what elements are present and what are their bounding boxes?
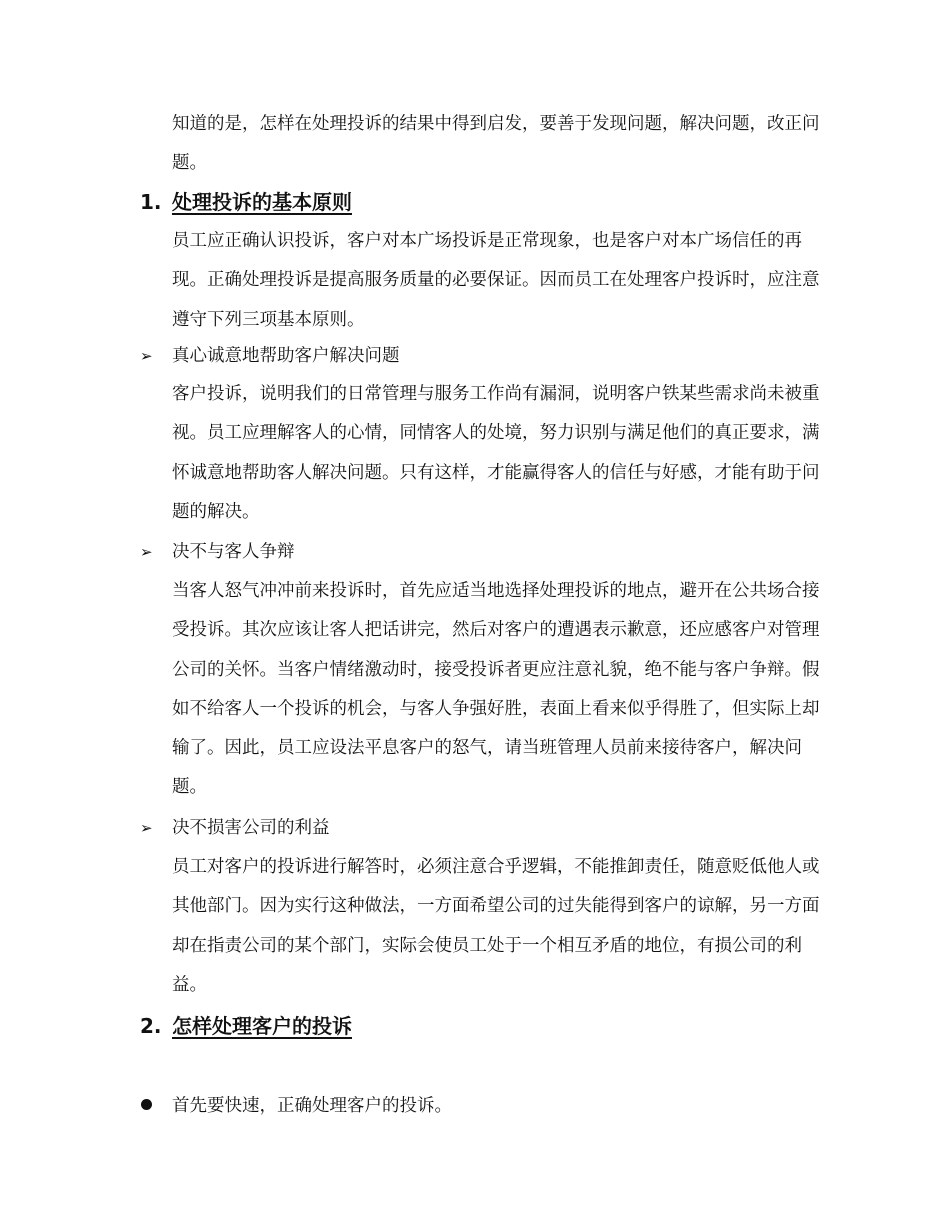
section-1-heading	[140, 188, 352, 216]
intro-paragraph: 知道的是，怎样在处理投诉的结果中得到启发，要善于发现问题，解决问题，改正问题。	[172, 114, 820, 174]
arrowhead-bullet-icon: ➢	[140, 543, 153, 561]
section-2-number: 2.	[140, 1014, 162, 1038]
principle-1-title: 真心诚意地帮助客户解决问题	[172, 346, 400, 366]
principle-3-title: 决不损害公司的利益	[172, 818, 330, 838]
principle-1-body: 客户投诉，说明我们的日常管理与服务工作尚有漏洞，说明客户铁某些需求尚未被重视。员工应理解客人的心情，同情客人的处境，努力识别与满足他们的真正要求，满怀诚意地帮助客人解决问题。只有这样，才能赢得客人的信任与好感，才能有助于问题的解决。	[172, 384, 820, 522]
section-2-item-1	[140, 1092, 452, 1120]
principle-1-bullet	[140, 342, 400, 370]
arrowhead-bullet-icon: ➢	[140, 819, 153, 837]
principle-3-bullet	[140, 814, 330, 842]
section-2-item-1-text: 首先要快速，正确处理客户的投诉。	[172, 1096, 452, 1116]
section-2-heading	[140, 1012, 352, 1040]
section-1-intro-paragraph: 员工应正确认识投诉，客户对本广场投诉是正常现象，也是客户对本广场信任的再现。正确处理投诉是提高服务质量的必要保证。因而员工在处理客户投诉时，应注意遵守下列三项基本原则。	[172, 231, 820, 330]
principle-2-title: 决不与客人争辩	[172, 542, 295, 562]
principle-2-body: 当客人怒气冲冲前来投诉时，首先应适当地选择处理投诉的地点，避开在公共场合接受投诉。其次应该让客人把话讲完，然后对客户的遭遇表示歉意，还应感客户对管理公司的关怀。当客户情绪激动时，接受投诉者更应注意礼貌，绝不能与客户争辩。假如不给客人一个投诉的机会，与客人争强好胜，表面上看来似乎得胜了，但实际上却输了。因此，员工应设法平息客户的怒气，请当班管理人员前来接待客户，解决问题。	[172, 581, 820, 798]
section-2-title: 怎样处理客户的投诉	[172, 1014, 352, 1038]
section-1-number: 1.	[140, 190, 162, 214]
principle-2-bullet	[140, 538, 295, 566]
principle-3-body: 员工对客户的投诉进行解答时，必须注意合乎逻辑，不能推卸责任，随意贬低他人或其他部门。因为实行这种做法，一方面希望公司的过失能得到客户的谅解，另一方面却在指责公司的某个部门，实际会使员工处于一个相互矛盾的地位，有损公司的利益。	[172, 857, 820, 995]
section-1-title: 处理投诉的基本原则	[172, 190, 352, 214]
filled-circle-bullet-icon	[140, 1092, 172, 1120]
arrowhead-bullet-icon: ➢	[140, 347, 153, 365]
